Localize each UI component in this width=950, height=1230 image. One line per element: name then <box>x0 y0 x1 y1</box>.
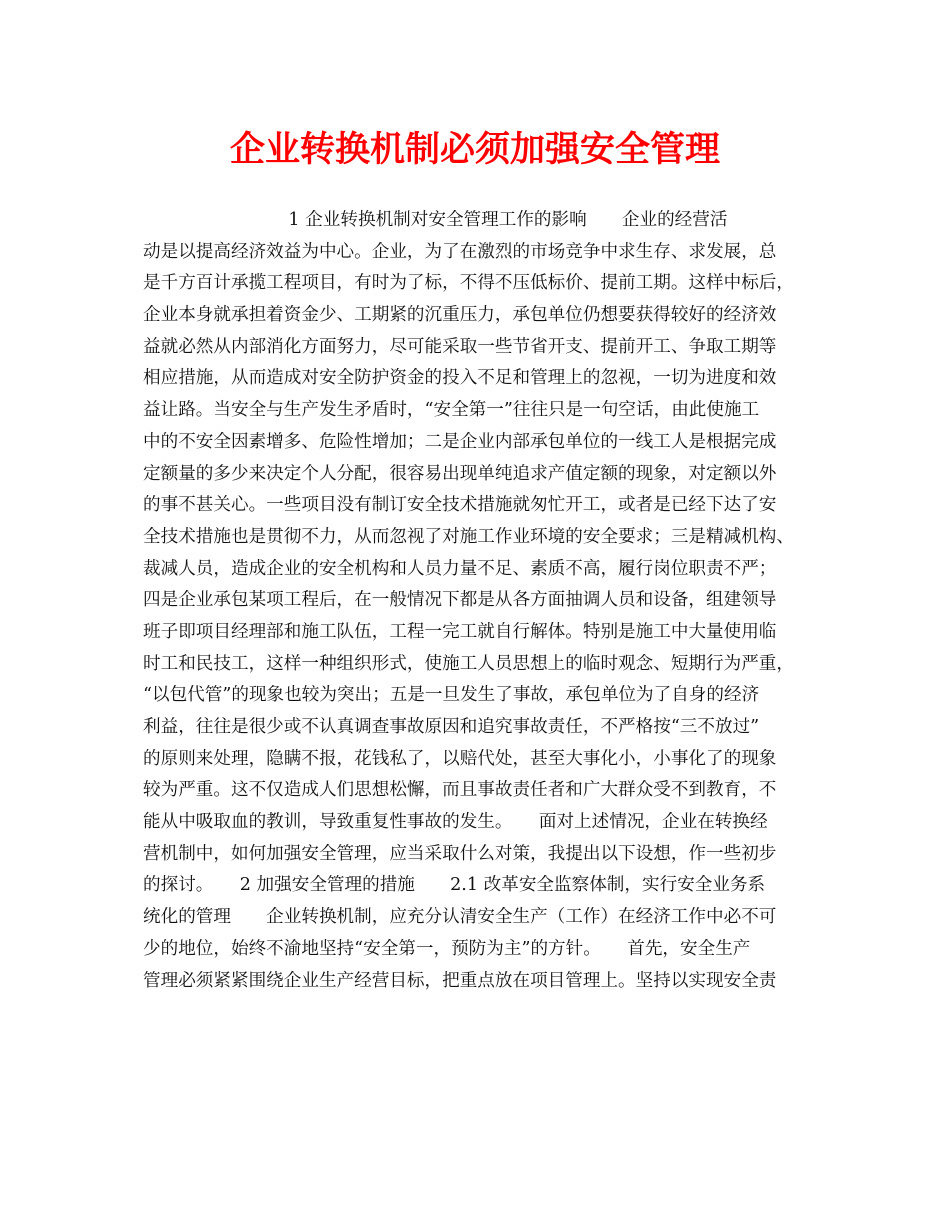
body-text-line: 少的地位，始终不渝地坚持“安全第一，预防为主”的方针。 首先，安全生产 <box>143 938 751 959</box>
body-text-line: 能从中吸取血的教训，导致重复性事故的发生。 面对上述情况，企业在转换经 <box>143 812 768 833</box>
body-text-line: 益就必然从内部消化方面努力，尽可能采取一些节省开支、提前开工、争取工期等 <box>143 336 777 357</box>
body-text-line: 的探讨。 2 加强安全管理的措施 2.1 改革安全监察体制，实行安全业务系 <box>143 875 766 896</box>
body-text-line: 的原则来处理，隐瞒不报，花钱私了，以赔代处，甚至大事化小，小事化了的现象 <box>143 748 777 769</box>
body-text-line: 是千方百计承揽工程项目，有时为了标，不得不压低标价、提前工期。这样中标后， <box>143 273 794 294</box>
body-text-line: 的事不甚关心。一些项目没有制订安全技术措施就匆忙开工，或者是已经下达了安 <box>143 495 777 516</box>
body-text-line: 益让路。当安全与生产发生矛盾时，“安全第一”往往只是一句空话，由此使施工 <box>143 400 760 421</box>
body-text-line: 统化的管理 企业转换机制，应充分认清安全生产（工作）在经济工作中必不可 <box>143 907 777 928</box>
document-body <box>143 205 823 997</box>
body-text-line: 裁减人员，造成企业的安全机构和人员力量不足、素质不高，履行岗位职责不严； <box>143 558 777 579</box>
body-text-line: 较为严重。这不仅造成人们思想松懈，而且事故责任者和广大群众受不到教育，不 <box>143 780 777 801</box>
body-text-line: 四是企业承包某项工程后，在一般情况下都是从各方面抽调人员和设备，组建领导 <box>143 590 777 611</box>
body-text-line: 定额量的多少来决定个人分配，很容易出现单纯追求产值定额的现象，对定额以外 <box>143 463 777 484</box>
body-text-line: 相应措施，从而造成对安全防护资金的投入不足和管理上的忽视，一切为进度和效 <box>143 368 777 389</box>
body-text-line: 全技术措施也是贯彻不力，从而忽视了对施工作业环境的安全要求；三是精减机构、 <box>143 526 794 547</box>
body-text-line: 企业本身就承担着资金少、工期紧的沉重压力，承包单位仍想要获得较好的经济效 <box>143 305 777 326</box>
body-text-line: 1 企业转换机制对安全管理工作的影响 企业的经营活 <box>143 210 728 230</box>
body-text-line: 中的不安全因素增多、危险性增加；二是企业内部承包单位的一线工人是根据完成 <box>143 431 777 452</box>
body-text-line: 利益，往往是很少或不认真调查事故原因和追究事故责任，不严格按“三不放过” <box>143 717 760 737</box>
body-text-line: 时工和民技工，这样一种组织形式，使施工人员思想上的临时观念、短期行为严重， <box>143 653 794 674</box>
body-text-line: “以包代管”的现象也较为突出；五是一旦发生了事故，承包单位为了自身的经济 <box>143 685 760 706</box>
body-text-line: 动是以提高经济效益为中心。企业，为了在激烈的市场竞争中求生存、求发展，总 <box>143 241 777 262</box>
body-text-line: 班子即项目经理部和施工队伍，工程一完工就自行解体。特别是施工中大量使用临 <box>143 621 777 642</box>
body-text-line: 营机制中，如何加强安全管理，应当采取什么对策，我提出以下设想，作一些初步 <box>143 843 777 864</box>
body-text-line: 管理必须紧紧围绕企业生产经营目标，把重点放在项目管理上。坚持以实现安全责 <box>143 970 777 991</box>
document-title: 企业转换机制必须加强安全管理 <box>229 129 720 170</box>
